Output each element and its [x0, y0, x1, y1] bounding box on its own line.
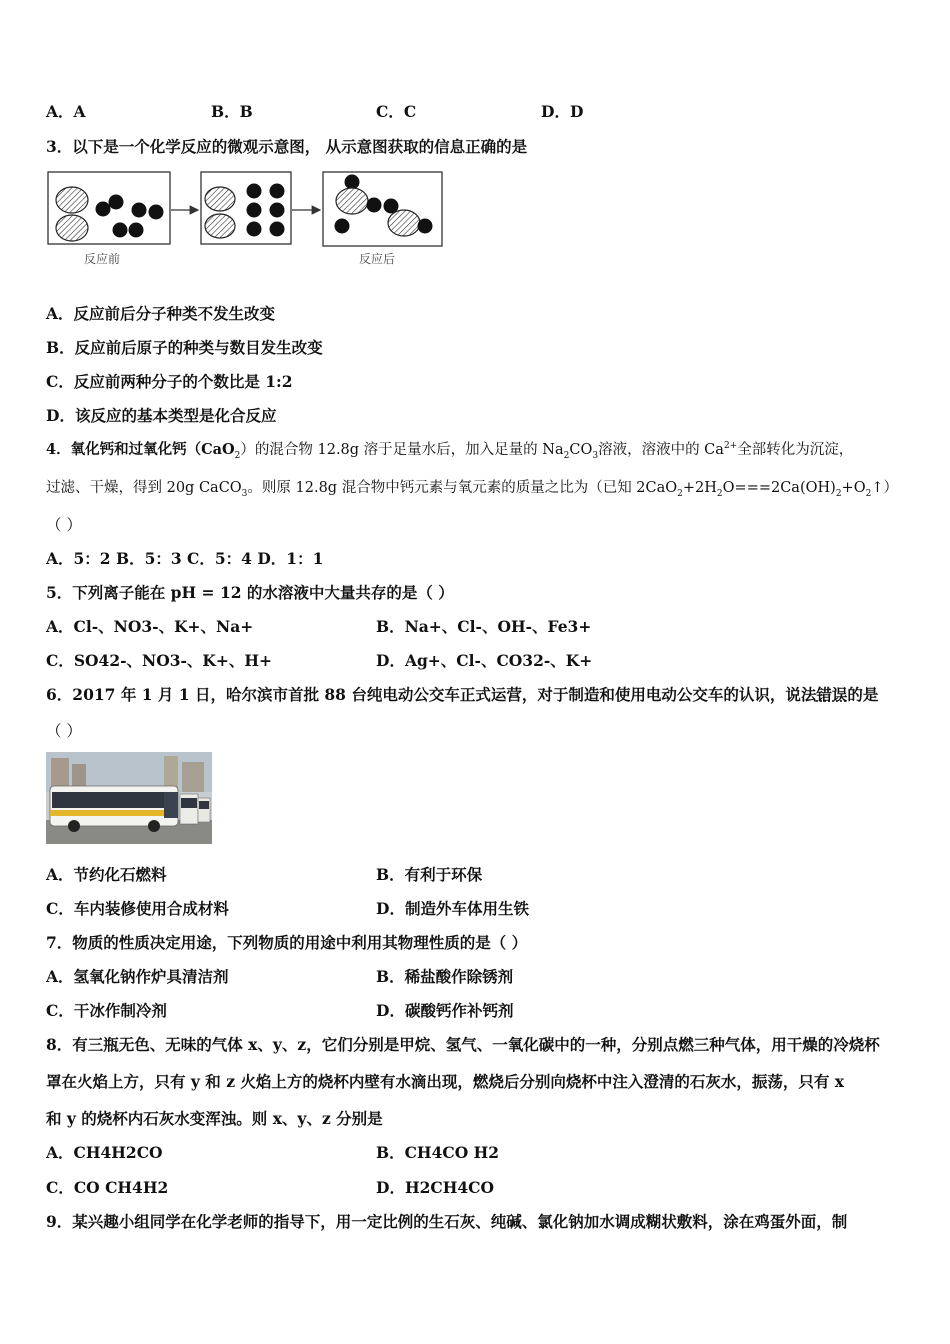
q6-answer-paren: （ ） [46, 722, 82, 740]
q6-option-a: A．节约化石燃料 [46, 865, 167, 884]
hatched-atom [336, 188, 368, 214]
black-atom [149, 205, 164, 220]
q5-option-c: C．SO42-、NO3-、K+、H+ [46, 651, 273, 670]
q8-stem-line1: 8．有三瓶无色、无味的气体 x、y、z，它们分别是甲烷、氢气、一氧化碳中的一种，分别点燃三种气体，用干燥的冷烧杯 [46, 1035, 880, 1054]
emphasis-wrong: 错误 [816, 685, 848, 704]
q3-stem: 3．以下是一个化学反应的微观示意图， 从示意图获取的信息正确的是 [46, 137, 528, 156]
q2-option-a: A．A [46, 102, 86, 121]
hatched-atom [56, 215, 88, 241]
q8-option-b: B．CH4CO H2 [376, 1143, 500, 1162]
black-atom [270, 184, 285, 199]
reaction-diagram [46, 168, 446, 274]
electric-bus-photo [46, 752, 212, 844]
black-atom [247, 222, 262, 237]
q3-option-b: B．反应前后原子的种类与数目发生改变 [46, 338, 323, 357]
hatched-atom [56, 187, 88, 213]
black-atom [96, 202, 111, 217]
black-atom [270, 203, 285, 218]
q6-stem: 6．2017 年 1 月 1 日，哈尔滨市首批 88 台纯电动公交车正式运营，对于制造和使用电动公交车的认识，说法错误的是 [46, 685, 879, 704]
q3-option-a: A．反应前后分子种类不发生改变 [46, 304, 276, 323]
black-atom [113, 223, 128, 238]
black-atom [345, 175, 360, 190]
black-atom [109, 195, 124, 210]
q7-option-d: D．碳酸钙作补钙剂 [376, 1001, 514, 1020]
black-atom [270, 222, 285, 237]
q8-option-a: A．CH4H2CO [46, 1143, 163, 1162]
q8-option-d: D．H2CH4CO [376, 1178, 494, 1197]
black-atom [129, 223, 144, 238]
q6-option-d: D．制造外车体用生铁 [376, 899, 529, 918]
q5-option-d: D．Ag+、Cl-、CO32-、K+ [376, 651, 593, 670]
label-before: 反应前 [84, 252, 121, 266]
black-atom [132, 203, 147, 218]
q5-option-b: B．Na+、Cl-、OH-、Fe3+ [376, 617, 592, 636]
q5-option-a: A．Cl-、NO3-、K+、Na+ [46, 617, 254, 636]
q4-answer-paren: （ ） [46, 516, 82, 534]
hatched-atom [205, 214, 235, 238]
q6-option-b: B．有利于环保 [376, 865, 483, 884]
black-atom [247, 203, 262, 218]
q4-options: A．5：2 B．5：3 C．5：4 D．1：1 [46, 549, 324, 568]
q2-option-d: D．D [541, 102, 584, 121]
q8-stem-line3: 和 y 的烧杯内石灰水变浑浊。则 x、y、z 分别是 [46, 1109, 383, 1128]
q7-option-b: B．稀盐酸作除锈剂 [376, 967, 514, 986]
q9-stem: 9．某兴趣小组同学在化学老师的指导下，用一定比例的生石灰、纯碱、氯化钠加水调成糊状敷料，涂在鸡蛋外面，制 [46, 1212, 848, 1231]
q4-stem-line2: 过滤、干燥，得到 20g CaCO$_3$。则原 12.8g 混合物中钙元素与氧元素的质量之比为（已知 $2CaO_2+2H_2O===2Ca(OH)_2+O_2↑$） [46, 480, 898, 499]
black-atom [335, 219, 350, 234]
q2-option-b: B．B [211, 102, 253, 121]
q7-option-a: A．氢氧化钠作炉具清洁剂 [46, 967, 229, 986]
hatched-atom [205, 187, 235, 211]
q8-stem-line2: 罩在火焰上方，只有 y 和 z 火焰上方的烧杯内壁有水滴出现，燃烧后分别向烧杯中注入澄清的石灰水，振荡，只有 x [46, 1072, 845, 1091]
black-atom [367, 198, 382, 213]
q6-option-c: C．车内装修使用合成材料 [46, 899, 229, 918]
q2-option-c: C．C [376, 102, 417, 121]
q3-option-c: C．反应前两种分子的个数比是 1:2 [46, 372, 293, 391]
q4-stem-line1: 4．氧化钙和过氧化钙（CaO$_2$）的混合物 12.8g 溶于足量水后，加入足量的 $Na_2CO_3$溶液，溶液中的 $Ca^{2+}$全部转化为沉淀， [46, 441, 854, 461]
black-atom [418, 219, 433, 234]
q7-stem: 7．物质的性质决定用途，下列物质的用途中利用其物理性质的是（ ） [46, 933, 528, 952]
q8-option-c: C．CO CH4H2 [46, 1178, 169, 1197]
q7-option-c: C．干冰作制冷剂 [46, 1001, 167, 1020]
hatched-atom [388, 210, 420, 236]
black-atom [247, 184, 262, 199]
q5-stem: 5．下列离子能在 pH = 12 的水溶液中大量共存的是（ ） [46, 583, 454, 602]
q3-option-d: D．该反应的基本类型是化合反应 [46, 406, 277, 425]
label-after: 反应后 [359, 252, 396, 266]
